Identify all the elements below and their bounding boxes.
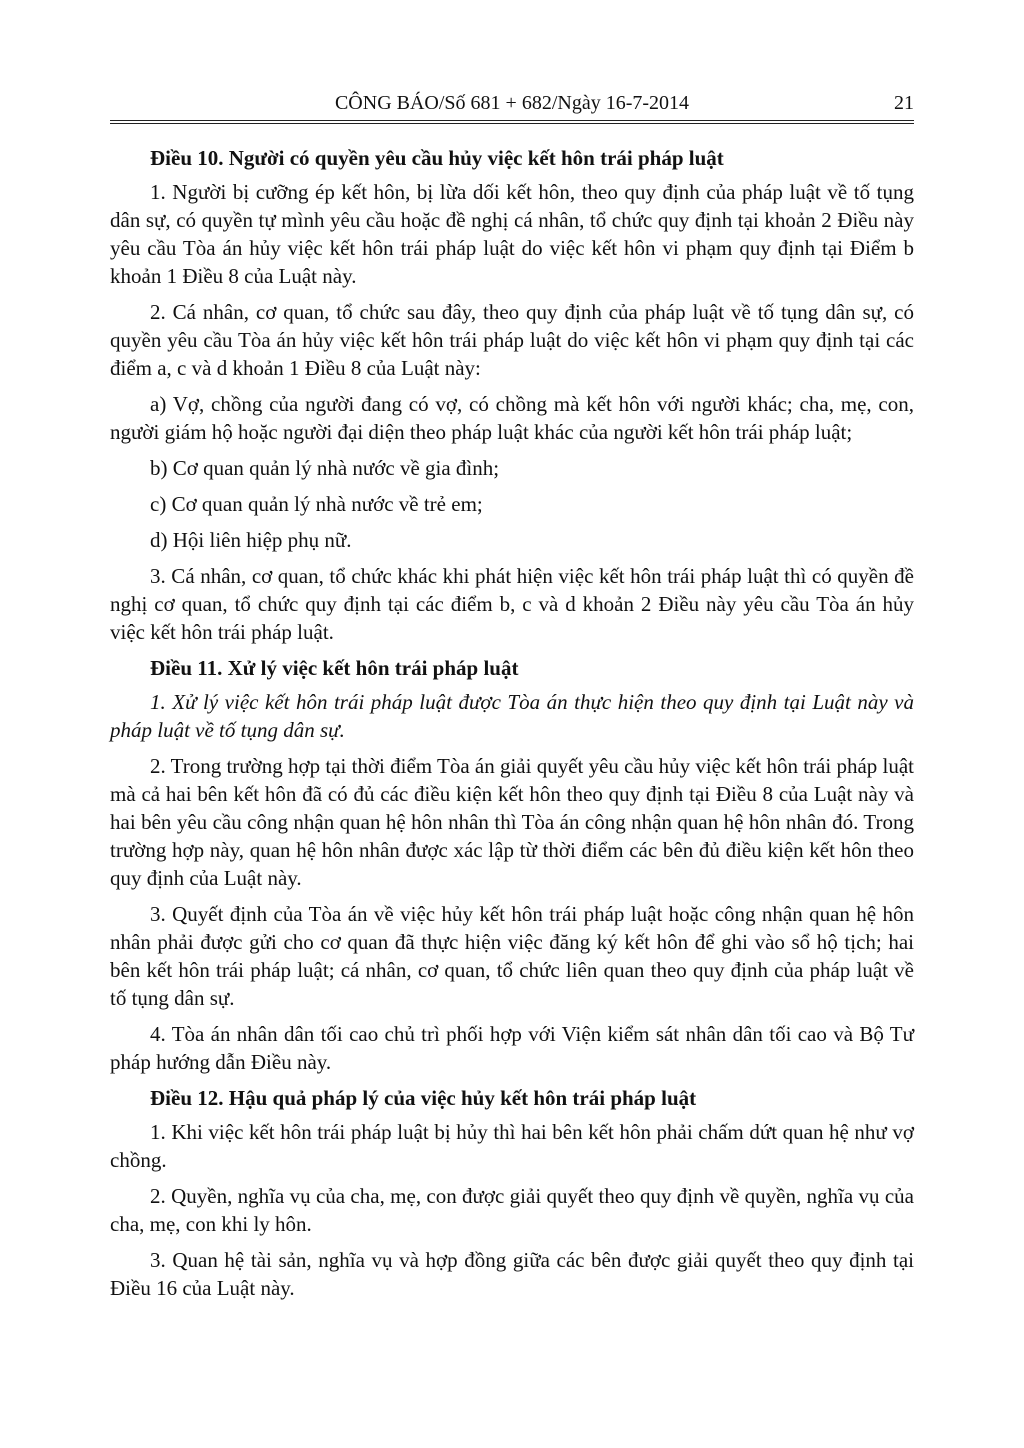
paragraph: 3. Cá nhân, cơ quan, tổ chức khác khi phát hiện việc kết hôn trái pháp luật thì có quyền đề nghị cơ quan, tổ chức quy định tại các điểm b, c và d khoản 2 Điều này yêu cầu Tòa án hủy việc kết hôn trái pháp luật. <box>110 564 914 644</box>
paragraph: 4. Tòa án nhân dân tối cao chủ trì phối hợp với Viện kiểm sát nhân dân tối cao và Bộ Tư pháp hướng dẫn Điều này. <box>110 1022 914 1074</box>
document-page <box>110 88 914 1310</box>
paragraph: 2. Quyền, nghĩa vụ của cha, mẹ, con được giải quyết theo quy định về quyền, nghĩa vụ của cha, mẹ, con khi ly hôn. <box>110 1184 914 1236</box>
page-header <box>110 88 914 118</box>
paragraph: 2. Cá nhân, cơ quan, tổ chức sau đây, theo quy định của pháp luật về tố tụng dân sự, có quyền yêu cầu Tòa án hủy việc kết hôn trái pháp luật do việc kết hôn vi phạm quy định tại các điểm a, c và d khoản 1 Điều 8 của Luật này: <box>110 300 914 380</box>
paragraph-italic: 1. Xử lý việc kết hôn trái pháp luật được Tòa án thực hiện theo quy định tại Luật này và pháp luật về tố tụng dân sự. <box>110 690 914 742</box>
paragraph: c) Cơ quan quản lý nhà nước về trẻ em; <box>150 492 483 516</box>
header-rule <box>110 120 914 121</box>
paragraph: b) Cơ quan quản lý nhà nước về gia đình; <box>150 456 500 480</box>
paragraph: 3. Quan hệ tài sản, nghĩa vụ và hợp đồng giữa các bên được giải quyết theo quy định tại Điều 16 của Luật này. <box>110 1248 914 1300</box>
paragraph: 3. Quyết định của Tòa án về việc hủy kết hôn trái pháp luật hoặc công nhận quan hệ hôn nhân phải được gửi cho cơ quan đã thực hiện việc đăng ký kết hôn để ghi vào sổ hộ tịch; hai bên kết hôn trái pháp luật; cá nhân, cơ quan, tổ chức liên quan theo quy định của pháp luật về tố tụng dân sự. <box>110 902 914 1010</box>
paragraph: d) Hội liên hiệp phụ nữ. <box>150 528 352 552</box>
paragraph: 1. Khi việc kết hôn trái pháp luật bị hủy thì hai bên kết hôn phải chấm dứt quan hệ như vợ chồng. <box>110 1120 914 1172</box>
paragraph: a) Vợ, chồng của người đang có vợ, có chồng mà kết hôn với người khác; cha, mẹ, con, người giám hộ hoặc người đại diện theo pháp luật khác của người kết hôn trái pháp luật; <box>110 392 914 444</box>
article-heading: Điều 10. Người có quyền yêu cầu hủy việc kết hôn trái pháp luật <box>150 146 724 170</box>
paragraph: 2. Trong trường hợp tại thời điểm Tòa án giải quyết yêu cầu hủy việc kết hôn trái pháp luật mà cả hai bên kết hôn đã có đủ các điều kiện kết hôn theo quy định tại Điều 8 của Luật này và hai bên yêu cầu công nhận quan hệ hôn nhân thì Tòa án công nhận quan hệ hôn nhân đó. Trong trường hợp này, quan hệ hôn nhân được xác lập từ thời điểm các bên đủ điều kiện kết hôn theo quy định của Luật này. <box>110 754 914 890</box>
header-rule-double <box>110 123 914 124</box>
document-body <box>110 144 914 1302</box>
article-heading: Điều 12. Hậu quả pháp lý của việc hủy kết hôn trái pháp luật <box>150 1086 697 1110</box>
article-heading: Điều 11. Xử lý việc kết hôn trái pháp luật <box>150 656 519 680</box>
page-number: 21 <box>894 92 914 114</box>
paragraph: 1. Người bị cưỡng ép kết hôn, bị lừa dối kết hôn, theo quy định của pháp luật về tố tụng dân sự, có quyền tự mình yêu cầu hoặc đề nghị cá nhân, tổ chức quy định tại khoản 2 Điều này yêu cầu Tòa án hủy việc kết hôn trái pháp luật do việc kết hôn vi phạm quy định tại Điểm b khoản 1 Điều 8 của Luật này. <box>110 180 914 288</box>
header-title: CÔNG BÁO/Số 681 + 682/Ngày 16-7-2014 <box>334 92 690 114</box>
